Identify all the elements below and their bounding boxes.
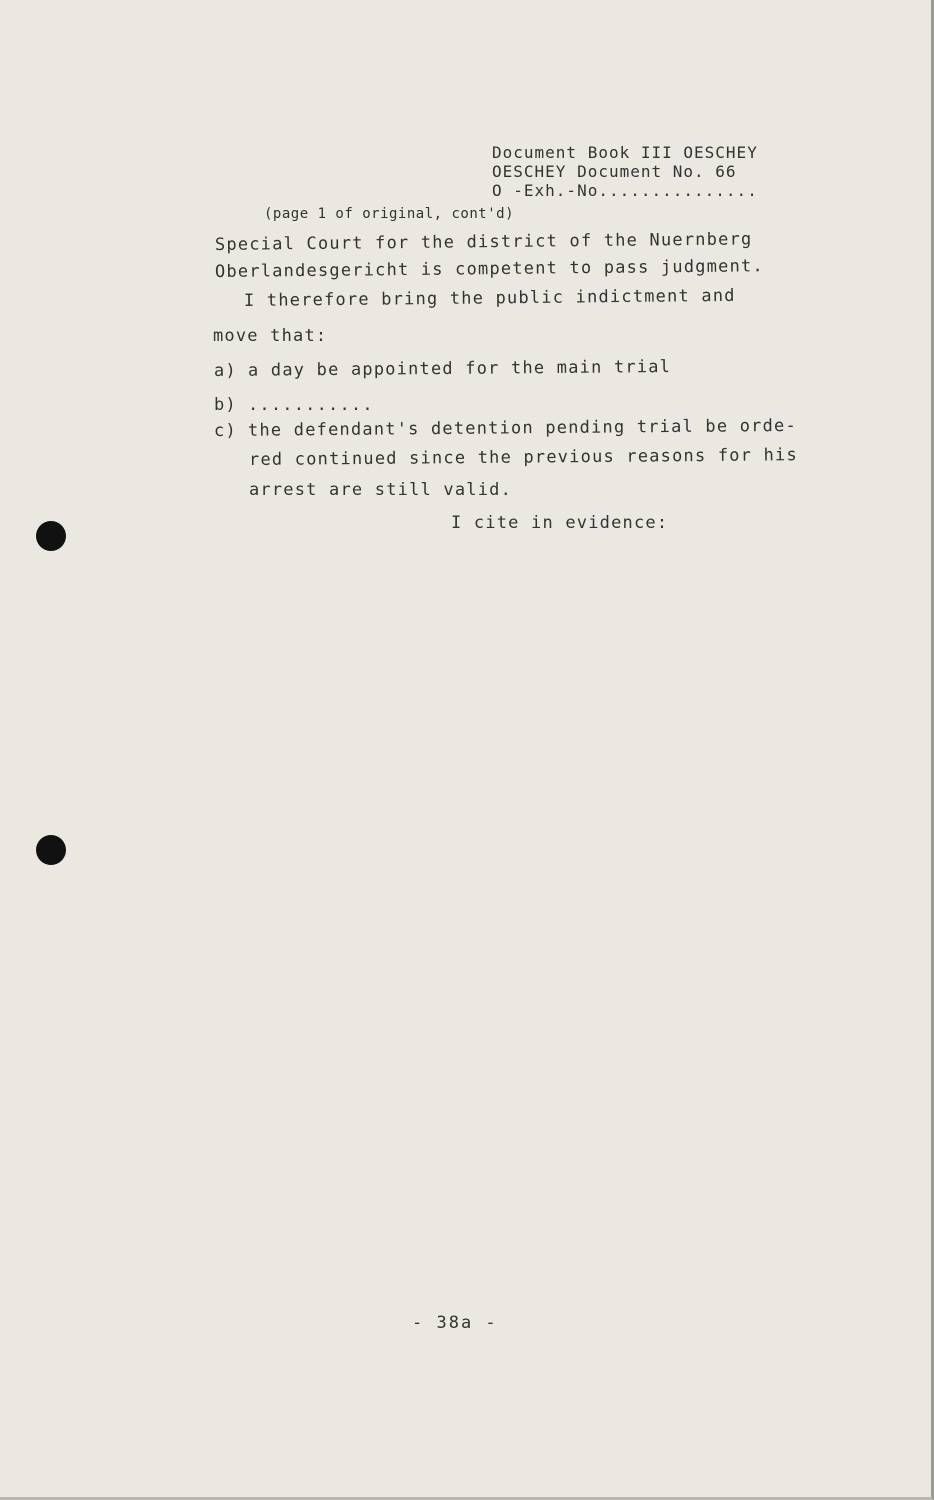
document-number-header: OESCHEY Document No. 66 bbox=[492, 162, 737, 181]
list-item-continuation: red continued since the previous reasons for his bbox=[248, 445, 798, 470]
page-number: - 38a - bbox=[412, 1313, 498, 1333]
list-item-text: ........... bbox=[248, 395, 374, 415]
paragraph-line: move that: bbox=[213, 326, 328, 346]
list-item-text: a day be appointed for the main trial bbox=[247, 357, 672, 381]
list-item-marker: c) bbox=[213, 420, 237, 441]
list-item-text: the defendant's detention pending trial be orde- bbox=[247, 415, 797, 441]
list-item bbox=[214, 395, 374, 415]
list-item-marker: a) bbox=[213, 360, 237, 381]
punch-hole bbox=[36, 521, 66, 551]
exhibit-number-header: O -Exh.-No............... bbox=[492, 181, 758, 200]
paragraph-line: I therefore bring the public indictment and bbox=[243, 285, 736, 311]
closing-line: I cite in evidence: bbox=[451, 513, 669, 533]
punch-hole bbox=[36, 835, 66, 865]
paragraph-line: Special Court for the district of the Nuernberg bbox=[214, 229, 753, 255]
list-item bbox=[214, 357, 671, 381]
list-item-marker: b) bbox=[214, 395, 237, 415]
list-item-continuation: arrest are still valid. bbox=[249, 480, 513, 500]
paragraph-line: Oberlandesgericht is competent to pass judgment. bbox=[214, 256, 764, 282]
list-item bbox=[214, 416, 797, 441]
page-reference: (page 1 of original, cont'd) bbox=[264, 206, 515, 222]
document-book-header: Document Book III OESCHEY bbox=[492, 143, 758, 162]
